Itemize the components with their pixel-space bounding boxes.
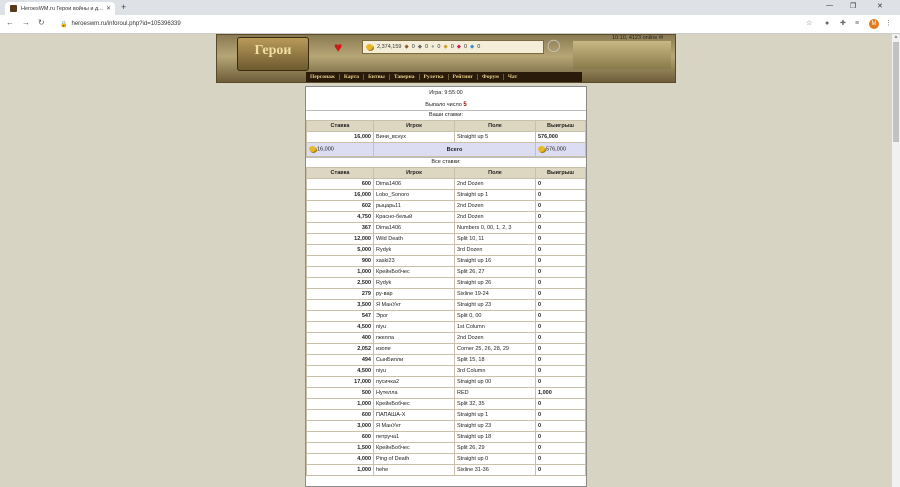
bet-amount: 1,000	[307, 267, 374, 278]
online-text: 10:10, 4123 online	[612, 35, 658, 41]
bet-amount: 602	[307, 201, 374, 212]
win-amount: 0	[536, 256, 586, 267]
player-name[interactable]: КрейнБобчес	[374, 443, 455, 454]
win-amount: 0	[536, 223, 586, 234]
mercury-icon: ●	[431, 44, 435, 50]
bet-amount: 1,000	[307, 465, 374, 476]
bookmark-star-icon[interactable]: ☆	[806, 20, 813, 27]
castle-banner	[573, 41, 671, 69]
win-amount: 0	[536, 454, 586, 465]
profile-avatar[interactable]: M	[869, 19, 879, 29]
bet-field: Straight up 16	[455, 256, 536, 267]
bet-field: Split 15, 18	[455, 355, 536, 366]
result-line	[306, 101, 586, 110]
win-amount: 0	[536, 432, 586, 443]
roulette-panel	[305, 86, 587, 487]
win-amount: 0	[536, 234, 586, 245]
table-row	[307, 421, 586, 432]
browser-tab[interactable]	[5, 2, 115, 15]
game-logo[interactable]: Герои	[237, 37, 309, 71]
menu-forum[interactable]: Форум	[478, 74, 504, 80]
table-row	[307, 256, 586, 267]
bet-field: Split 26, 29	[455, 443, 536, 454]
win-amount: 0	[536, 322, 586, 333]
table-row	[307, 410, 586, 421]
tab-title: HeroesWM.ru Герои войны и д...	[21, 5, 103, 12]
player-name[interactable]: гжелла	[374, 333, 455, 344]
bet-field: Straight up 26	[455, 278, 536, 289]
player-name[interactable]: пусичка2	[374, 377, 455, 388]
bet-amount: 400	[307, 333, 374, 344]
win-amount: 576,000	[536, 132, 586, 143]
player-name[interactable]: изопе	[374, 344, 455, 355]
bet-field: 2nd Dozen	[455, 212, 536, 223]
col-win: Выигрыш	[536, 168, 586, 179]
browser-tabbar	[0, 0, 900, 15]
bet-field: Straight up 23	[455, 300, 536, 311]
col-bet: Ставка	[307, 168, 374, 179]
bet-amount: 600	[307, 410, 374, 421]
bet-field: Sixline 31-36	[455, 465, 536, 476]
total-bet	[307, 143, 374, 157]
bet-amount: 900	[307, 256, 374, 267]
lock-icon: 🔒	[60, 21, 68, 28]
gold-icon	[309, 146, 316, 152]
player-name[interactable]: Я МанУнт	[374, 421, 455, 432]
all-bets-body	[307, 179, 586, 476]
table-row	[307, 300, 586, 311]
table-row	[307, 289, 586, 300]
table-row	[307, 132, 586, 143]
reload-icon[interactable]: ↻	[38, 18, 45, 27]
extension-icon[interactable]: ●	[825, 20, 830, 27]
bet-amount: 600	[307, 432, 374, 443]
bet-amount: 547	[307, 311, 374, 322]
win-amount: 0	[536, 201, 586, 212]
bet-amount: 2,052	[307, 344, 374, 355]
bet-amount: 1,500	[307, 443, 374, 454]
player-name[interactable]: ПАПАША-X	[374, 410, 455, 421]
gem-icon: ◆	[470, 44, 475, 50]
win-amount: 0	[536, 355, 586, 366]
win-amount: 0	[536, 267, 586, 278]
bet-amount: 17,000	[307, 377, 374, 388]
site-favicon-icon	[10, 5, 17, 12]
col-player: Игрок	[374, 121, 455, 132]
bet-amount: 4,500	[307, 322, 374, 333]
bet-field: RED	[455, 388, 536, 399]
win-amount: 0	[536, 465, 586, 476]
win-amount: 1,000	[536, 388, 586, 399]
online-status	[612, 35, 663, 41]
bet-field: Split 26, 27	[455, 267, 536, 278]
bet-field: 2nd Dozen	[455, 333, 536, 344]
bet-amount: 600	[307, 179, 374, 190]
back-icon[interactable]: ←	[6, 18, 14, 27]
all-bets-table	[306, 167, 586, 476]
win-amount: 0	[536, 300, 586, 311]
bet-amount: 279	[307, 289, 374, 300]
bet-amount: 3,500	[307, 300, 374, 311]
win-amount: 0	[536, 410, 586, 421]
table-row	[307, 399, 586, 410]
bet-field: Straight up 5	[455, 132, 536, 143]
win-amount: 0	[536, 278, 586, 289]
win-amount: 0	[536, 212, 586, 223]
your-bets-label: Ваши ставки:	[306, 110, 586, 120]
table-row	[307, 212, 586, 223]
table-row	[307, 322, 586, 333]
player-name[interactable]: рыцарь11	[374, 201, 455, 212]
forward-icon[interactable]: →	[22, 18, 30, 27]
address-bar[interactable]	[60, 18, 800, 30]
table-row	[307, 311, 586, 322]
bet-amount: 500	[307, 388, 374, 399]
resource-gems: 0	[477, 44, 481, 50]
win-amount: 0	[536, 289, 586, 300]
bet-field: Straight up 0	[455, 454, 536, 465]
player-name[interactable]: Lobo_Sonoro	[374, 190, 455, 201]
resource-crystal: 0	[463, 44, 468, 50]
player-name[interactable]: КрейнБобчес	[374, 267, 455, 278]
resources-bar	[362, 40, 544, 54]
col-win: Выигрыш	[536, 121, 586, 132]
scrollbar-thumb[interactable]	[893, 42, 899, 142]
bet-field: Straight up 18	[455, 432, 536, 443]
bet-amount: 494	[307, 355, 374, 366]
total-label: Всего	[374, 143, 536, 157]
resource-wood: 0	[411, 44, 415, 50]
win-amount: 0	[536, 333, 586, 344]
col-field: Поле	[455, 168, 536, 179]
win-amount: 0	[536, 311, 586, 322]
table-row	[307, 366, 586, 377]
close-window-icon[interactable]: ✕	[877, 3, 883, 10]
bet-field: Straight up 1	[455, 410, 536, 421]
player-name[interactable]: xaski23	[374, 256, 455, 267]
game-title: Игра: 9:55:00	[429, 90, 463, 96]
win-amount: 0	[536, 179, 586, 190]
bet-field: Numbers 0, 00, 1, 2, 3	[455, 223, 536, 234]
close-tab-icon[interactable]: ✕	[105, 6, 111, 12]
table-row	[307, 190, 586, 201]
table-row	[307, 344, 586, 355]
bet-field: Split 0, 00	[455, 311, 536, 322]
win-amount: 0	[536, 190, 586, 201]
resource-ore: 0	[425, 44, 429, 50]
url-text: heroeswm.ru/inforoul.php?id=105396339	[71, 21, 181, 27]
main-menu	[306, 72, 582, 82]
table-row	[307, 443, 586, 454]
table-row	[307, 388, 586, 399]
ring-icon[interactable]: ◯	[547, 38, 561, 52]
mail-icon[interactable]: ✉	[658, 35, 664, 41]
result-number: 5	[463, 102, 467, 108]
win-amount: 0	[536, 443, 586, 454]
bet-amount: 4,000	[307, 454, 374, 465]
puzzle-icon[interactable]: ✚	[840, 20, 846, 27]
bet-amount: 2,500	[307, 278, 374, 289]
player-name[interactable]: Rydyk	[374, 245, 455, 256]
page-scrollbar[interactable]	[892, 34, 900, 487]
player-name[interactable]: Dima1406	[374, 179, 455, 190]
player-name[interactable]: Вини_вснух	[374, 132, 455, 143]
table-row	[307, 267, 586, 278]
table-row	[307, 432, 586, 443]
total-win-value: 576,000	[546, 146, 566, 153]
result-label: Выпало число	[425, 102, 462, 108]
all-bets-label: Все ставки:	[306, 157, 586, 167]
bet-amount: 5,000	[307, 245, 374, 256]
menu-chat[interactable]: Чат	[507, 74, 518, 80]
menu-battles[interactable]: Битвы	[364, 74, 390, 80]
total-row	[307, 143, 586, 157]
table-row	[307, 465, 586, 476]
bet-field: 2nd Dozen	[455, 201, 536, 212]
player-name[interactable]: Dima1406	[374, 223, 455, 234]
bet-field: Straight up 1	[455, 190, 536, 201]
sulfur-icon: ◆	[443, 44, 448, 50]
table-row	[307, 333, 586, 344]
table-row	[307, 377, 586, 388]
my-bets-table	[306, 120, 586, 157]
table-row	[307, 454, 586, 465]
col-bet: Ставка	[307, 121, 374, 132]
player-name[interactable]: Ping of Death	[374, 454, 455, 465]
table-row	[307, 201, 586, 212]
player-name[interactable]: КрейнБобчес	[374, 399, 455, 410]
win-amount: 0	[536, 421, 586, 432]
new-tab-icon[interactable]: +	[121, 2, 127, 12]
bet-field: Split 10, 11	[455, 234, 536, 245]
player-name[interactable]: Wild Death	[374, 234, 455, 245]
table-row	[307, 234, 586, 245]
bet-field: Sixline 19-24	[455, 289, 536, 300]
resource-gold: 2,374,159	[377, 44, 402, 50]
wood-icon: ◆	[404, 44, 409, 50]
resource-sulfur: 0	[450, 44, 454, 50]
player-name[interactable]: hehe	[374, 465, 455, 476]
player-name[interactable]: ру-вар	[374, 289, 455, 300]
maximize-icon[interactable]: ❐	[850, 3, 857, 10]
col-player: Игрок	[374, 168, 455, 179]
player-name[interactable]: Rydyk	[374, 278, 455, 289]
table-row	[307, 245, 586, 256]
player-name[interactable]: niyu	[374, 322, 455, 333]
bet-amount: 1,000	[307, 399, 374, 410]
bet-amount: 12,000	[307, 234, 374, 245]
bet-field: Corner 25, 26, 28, 29	[455, 344, 536, 355]
gold-icon	[538, 146, 545, 152]
bet-field: 3rd Column	[455, 366, 536, 377]
scroll-up-icon[interactable]: ▲	[893, 34, 899, 40]
win-amount: 0	[536, 399, 586, 410]
crystal-icon: ◆	[456, 44, 461, 50]
bet-field: Split 32, 35	[455, 399, 536, 410]
minimize-icon[interactable]: —	[826, 2, 833, 9]
menu-tavern[interactable]: Таверна	[390, 74, 420, 80]
bet-amount: 3,000	[307, 421, 374, 432]
bet-field: Straight up 23	[455, 421, 536, 432]
table-row	[307, 223, 586, 234]
ore-icon: ◆	[417, 44, 422, 50]
player-name[interactable]: Эрог	[374, 311, 455, 322]
menu-map[interactable]: Карта	[340, 74, 364, 80]
win-amount: 0	[536, 344, 586, 355]
player-name[interactable]: Я МанУнт	[374, 300, 455, 311]
bet-amount: 4,500	[307, 366, 374, 377]
win-amount: 0	[536, 245, 586, 256]
col-field: Поле	[455, 121, 536, 132]
bet-field: 2nd Dozen	[455, 179, 536, 190]
win-amount: 0	[536, 377, 586, 388]
bet-field: Straight up 00	[455, 377, 536, 388]
bet-field: 1st Column	[455, 322, 536, 333]
menu-character[interactable]: Персонаж	[306, 74, 340, 80]
bet-field: 3rd Dozen	[455, 245, 536, 256]
health-heart-icon: ♥	[334, 39, 343, 55]
bet-amount: 4,750	[307, 212, 374, 223]
table-row	[307, 355, 586, 366]
player-name[interactable]: петруча1	[374, 432, 455, 443]
win-amount: 0	[536, 366, 586, 377]
player-name[interactable]: Нутелла	[374, 388, 455, 399]
bet-amount: 16,000	[307, 190, 374, 201]
browser-toolbar	[0, 15, 900, 34]
resource-mercury: 0	[437, 44, 441, 50]
player-name[interactable]: niyu	[374, 366, 455, 377]
reading-list-icon[interactable]: ≡	[855, 20, 860, 27]
table-row	[307, 278, 586, 289]
bet-amount: 367	[307, 223, 374, 234]
menu-roulette[interactable]: Рулетка	[420, 74, 449, 80]
total-bet-value: 16,000	[317, 146, 334, 153]
player-name[interactable]: Красно-белый	[374, 212, 455, 223]
menu-rating[interactable]: Рейтинг	[449, 74, 478, 80]
bet-amount: 16,000	[307, 132, 374, 143]
total-win	[536, 143, 586, 157]
gold-icon	[366, 44, 374, 50]
menu-kebab-icon[interactable]: ⋮	[885, 20, 892, 27]
player-name[interactable]: СынБилли	[374, 355, 455, 366]
table-row	[307, 179, 586, 190]
